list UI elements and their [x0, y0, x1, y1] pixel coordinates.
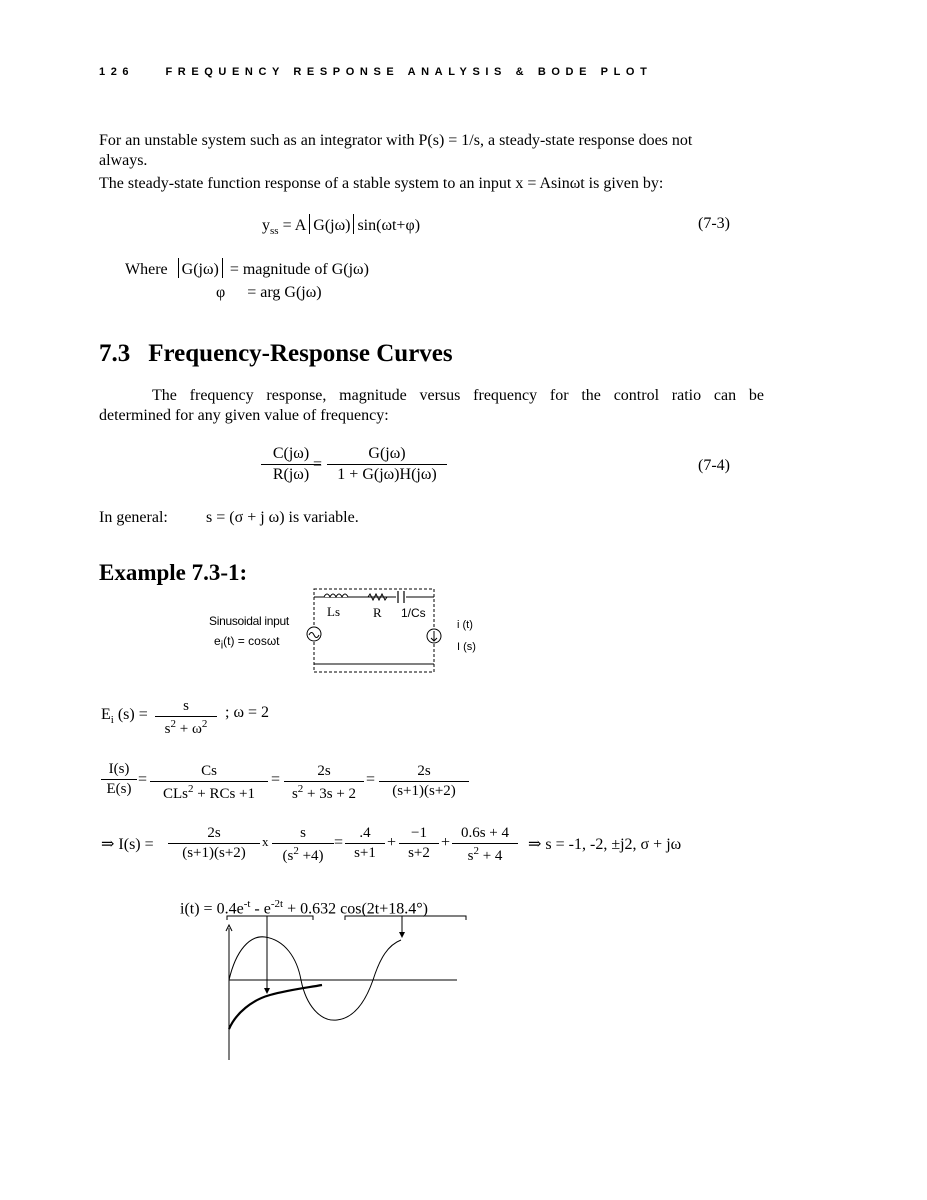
transfer-fraction-1: $\frac{I(s)}{E(s)}$: [101, 761, 137, 798]
intro-line-3: The steady-state function response of a stable system to an input x = Asinωt is given by:: [99, 175, 664, 192]
equation-number-7-3: (7-3): [698, 215, 730, 232]
is-fraction-a: $\frac{2s}{(s+1)(s+2)}$: [168, 825, 260, 862]
transfer-equals-2: =: [271, 771, 281, 788]
section-para-line-1: The frequency response, magnitude versus frequency for the control ratio can be: [152, 387, 764, 404]
inductor-symbol: [324, 594, 348, 597]
transfer-equals-1: =: [138, 771, 148, 788]
intro-line-2: always.: [99, 152, 148, 169]
current-label-s: I (s): [457, 641, 476, 653]
in-general-text: s = (σ + j ω) is variable.: [206, 509, 359, 526]
transfer-equals-3: =: [366, 771, 376, 788]
current-label-time: i (t): [457, 619, 473, 631]
plot-transient-curve: [229, 985, 322, 1029]
where-line-2: φ = arg G(jω): [216, 284, 322, 301]
eq-7-4-rhs-fraction: $\frac{G(j\omega)}{1 + G(j\omega)H(j\omega)}$: [327, 445, 447, 484]
resistor-label: R: [373, 605, 382, 620]
inductor-label: Ls: [327, 604, 340, 619]
is-fraction-b: $\frac{s}{(s^2 +4)}$: [272, 825, 334, 865]
equation-number-7-4: (7-4): [698, 457, 730, 474]
is-fraction-c: $\frac{.4}{s+1}$: [345, 825, 385, 862]
equation-7-3: $y_{ss} = A$ G(jω) sin(ωt+φ): [262, 214, 420, 237]
transfer-fraction-2: Cs CLs$^2$ + RCs +1: [150, 763, 268, 803]
is-fraction-e: $\frac{0.6s + 4}{s^2 + 4}$: [452, 825, 518, 865]
is-equals: =: [334, 834, 344, 851]
it-equation: $i(t) = 0.4e^{-t} - e^{-2t} + 0.632$ cos(2t+18.4°): [180, 898, 428, 918]
omega-value: ; ω = 2: [225, 704, 269, 721]
section-heading: 7.3 Frequency-Response Curves: [99, 340, 453, 367]
in-general-label: In general:: [99, 509, 168, 526]
example-heading: Example 7.3-1:: [99, 560, 248, 585]
where-line-1: Where G(jω) = magnitude of G(jω): [125, 258, 369, 279]
intro-line-1: For an unstable system such as an integrator with P(s) = 1/s, a steady-state response does not: [99, 132, 693, 149]
circuit-input-equation: $e_i(t) = \cos\omega t$: [214, 634, 280, 652]
capacitor-label: 1/Cs: [401, 606, 426, 620]
ei-fraction: $\frac{s}{s^2 + \omega^2}$: [155, 698, 217, 738]
poles-list: ⇒ s = -1, -2, ±j2, σ + jω: [528, 836, 682, 853]
eq-7-4-equals: =: [313, 456, 323, 473]
ei-lhs: $E_i$ (s) =: [101, 706, 148, 727]
is-fraction-d: $\frac{-1}{s+2}$: [399, 825, 439, 862]
circuit-input-label: Sinusoidal input: [209, 614, 289, 628]
plot-sinusoid-curve: [229, 937, 401, 1020]
circuit-boundary: [314, 589, 434, 672]
is-plus-2: +: [441, 834, 451, 851]
is-plus-1: +: [387, 834, 397, 851]
is-times: x: [262, 834, 269, 849]
running-title: FREQUENCY RESPONSE ANALYSIS & BODE PLOT: [165, 66, 653, 78]
page-number: 126: [99, 66, 135, 78]
eq-7-4-lhs-fraction: $\frac{C(j\omega)}{R(j\omega)}$: [261, 445, 321, 484]
transfer-fraction-3: $\frac{2s}{s^2 + 3s + 2}$: [284, 763, 364, 803]
section-para-line-2: determined for any given value of frequency:: [99, 407, 389, 424]
is-lhs: ⇒ I(s) =: [101, 836, 154, 853]
transfer-fraction-4: $\frac{2s}{(s+1)(s+2)}$: [379, 763, 469, 800]
